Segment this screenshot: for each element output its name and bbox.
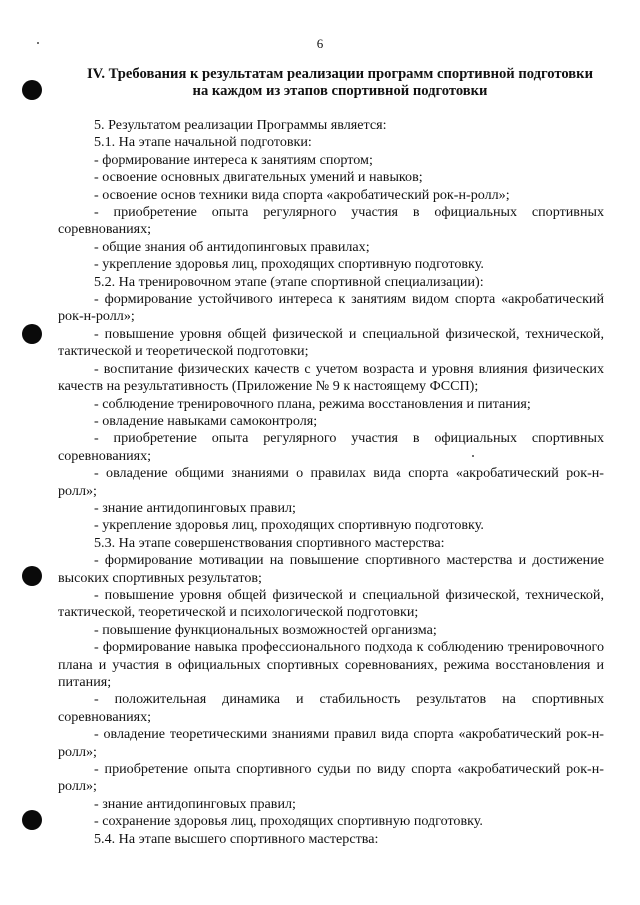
list-item: - сохранение здоровья лиц, проходящих спортивную подготовку.	[94, 813, 483, 830]
binder-hole-4	[22, 810, 42, 830]
page-number: 6	[316, 36, 324, 51]
list-item: - повышение уровня общей физической и специальной физической, технической, тактической и теоретической подготовки;	[58, 325, 604, 360]
subheading-improvement-stage: 5.3. На этапе совершенствования спортивного мастерства:	[94, 534, 445, 551]
list-item: - укрепление здоровья лиц, проходящих спортивную подготовку.	[94, 517, 484, 534]
binder-hole-3	[22, 566, 42, 586]
list-item: - знание антидопинговых правил;	[94, 499, 296, 516]
subheading-initial-stage: 5.1. На этапе начальной подготовки:	[94, 134, 312, 151]
list-item: - овладение навыками самоконтроля;	[94, 412, 318, 429]
list-item: - повышение функциональных возможностей организма;	[94, 621, 437, 638]
subheading-higher-mastery-stage: 5.4. На этапе высшего спортивного мастерства:	[94, 830, 379, 847]
list-item: - овладение теоретическими знаниями правил вида спорта «акробатический рок-н-ролл»;	[58, 726, 604, 760]
document-body	[58, 117, 604, 848]
list-item: - овладение общими знаниями о правилах вида спорта «акробатический рок-н-ролл»;	[58, 465, 604, 499]
list-item: - освоение основных двигательных умений и навыков;	[94, 169, 423, 186]
list-item: - знание антидопинговых правил;	[94, 795, 296, 812]
list-item: - соблюдение тренировочного плана, режима восстановления и питания;	[94, 395, 531, 412]
list-item: - формирование интереса к занятиям спортом;	[94, 151, 373, 168]
subheading-training-stage: 5.2. На тренировочном этапе (этапе спортивной специализации):	[94, 273, 484, 290]
list-item: - приобретение опыта регулярного участия в официальных спортивных соревнованиях;	[58, 430, 604, 464]
list-item: - формирование навыка профессионального подхода к соблюдению тренировочного плана и участия в официальных спортивных соревнованиях, режима восстановления и питания;	[58, 639, 604, 690]
binder-hole-2	[22, 324, 42, 344]
list-item: - приобретение опыта спортивного судьи по виду спорта «акробатический рок-н-ролл»;	[58, 761, 604, 795]
list-item: - формирование устойчивого интереса к занятиям видом спорта «акробатический рок-н-ролл»;	[58, 291, 604, 325]
list-item: - укрепление здоровья лиц, проходящих спортивную подготовку.	[94, 256, 484, 273]
list-item: - освоение основ техники вида спорта «акробатический рок-н-ролл»;	[94, 186, 510, 203]
list-item: - воспитание физических качеств с учетом возраста и уровня влияния физических качеств на результативность (Приложение № 9 к настоящему ФССП);	[58, 360, 604, 395]
list-item: - приобретение опыта регулярного участия в официальных спортивных соревнованиях;	[58, 204, 604, 238]
list-item: - формирование мотивации на повышение спортивного мастерства и достижение высоких спортивных результатов;	[58, 552, 604, 586]
section-title-line-1: IV. Требования к результатам реализации программ спортивной подготовки	[87, 66, 593, 82]
section-title	[60, 66, 620, 100]
section-title-line-2: на каждом из этапов спортивной подготовки	[192, 83, 488, 99]
binder-hole-1	[22, 80, 42, 100]
list-item: - общие знания об антидопинговых правилах;	[94, 238, 370, 255]
paragraph-results-intro: 5. Результатом реализации Программы является:	[94, 117, 387, 133]
list-item: - повышение уровня общей физической и специальной физической, технической, тактической, теоретической и психологической подготовки;	[58, 586, 604, 621]
list-item: - положительная динамика и стабильность результатов на спортивных соревнованиях;	[58, 691, 604, 725]
